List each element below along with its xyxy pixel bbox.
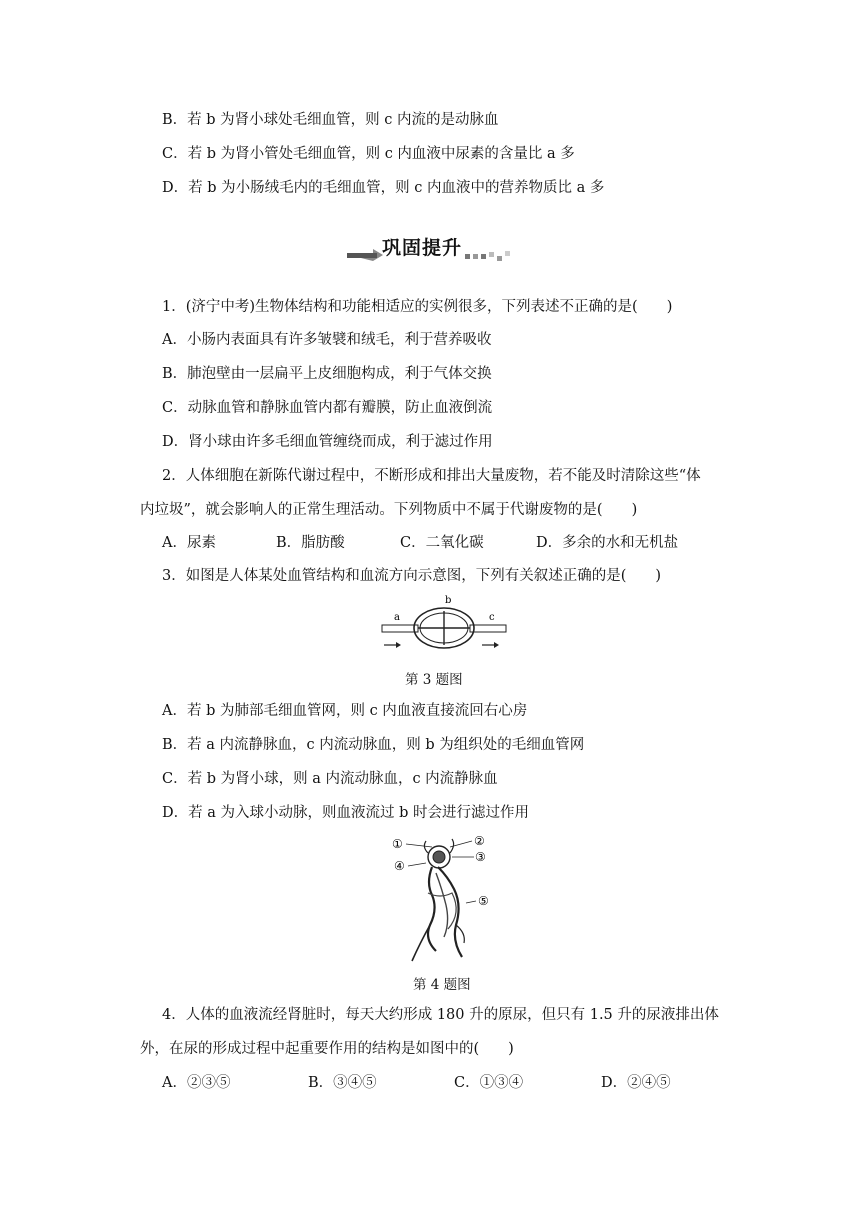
section-title: 巩固提升 [382,237,463,259]
q1-option-d: D．肾小球由许多毛细血管缠绕而成，利于滤过作用 [162,434,493,450]
q2-option-b: B．脂肪酸 [276,535,345,551]
fig3-label-b: b [445,595,452,606]
prev-option-d: D．若 b 为小肠绒毛内的毛细血管，则 c 内血液中的营养物质比 a 多 [162,180,605,196]
q1-option-c: C．动脉血管和静脉血管内都有瓣膜，防止血液倒流 [162,400,493,416]
q4-figure-caption: 第 4 题图 [413,977,471,993]
q1-stem: 1．(济宁中考)生物体结构和功能相适应的实例很多，下列表述不正确的是( ) [162,299,673,315]
q4-option-d: D．②④⑤ [601,1075,671,1091]
fig4-label-2: ② [474,834,485,848]
q2-option-a: A．尿素 [162,535,216,551]
q1-option-a: A．小肠内表面具有许多皱襞和绒毛，利于营养吸收 [162,332,492,348]
fig3-label-a: a [394,612,400,623]
nephron-diagram [392,833,492,963]
q2-option-c: C．二氧化碳 [400,535,484,551]
q3-option-c: C．若 b 为肾小球，则 a 内流动脉血，c 内流静脉血 [162,771,498,787]
q2-option-d: D．多余的水和无机盐 [536,535,679,551]
fig4-label-1: ① [392,837,403,851]
prev-option-c: C．若 b 为肾小管处毛细血管，则 c 内血液中尿素的含量比 a 多 [162,146,575,162]
fig4-label-5: ⑤ [478,894,489,908]
q2-stem-line2: 内垃圾”，就会影响人的正常生理活动。下列物质中不属于代谢废物的是( ) [140,502,638,518]
q3-option-d: D．若 a 为入球小动脉，则血液流过 b 时会进行滤过作用 [162,805,529,821]
q4-option-b: B．③④⑤ [308,1075,377,1091]
q4-option-a: A．②③⑤ [162,1075,231,1091]
q2-stem-line1: 2．人体细胞在新陈代谢过程中，不断形成和排出大量废物，若不能及时清除这些“体 [162,468,701,484]
q3-option-a: A．若 b 为肺部毛细血管网，则 c 内血液直接流回右心房 [162,703,528,719]
q3-stem: 3．如图是人体某处血管结构和血流方向示意图，下列有关叙述正确的是( ) [162,568,662,584]
q1-option-b: B．肺泡壁由一层扁平上皮细胞构成，利于气体交换 [162,366,492,382]
fig3-label-c: c [489,612,495,623]
fig4-label-3: ③ [475,850,486,864]
q4-option-c: C．①③④ [454,1075,524,1091]
prev-option-b: B．若 b 为肾小球处毛细血管，则 c 内流的是动脉血 [162,112,499,128]
q3-option-b: B．若 a 内流静脉血，c 内流动脉血，则 b 为组织处的毛细血管网 [162,737,585,753]
q4-stem-line1: 4．人体的血液流经肾脏时，每天大约形成 180 升的原尿，但只有 1.5 升的尿液排出体 [162,1007,719,1023]
q4-stem-line2: 外，在尿的形成过程中起重要作用的结构是如图中的( ) [140,1041,514,1057]
blood-vessel-diagram [378,593,510,653]
q3-figure-caption: 第 3 题图 [405,672,463,688]
fig4-label-4: ④ [394,859,405,873]
